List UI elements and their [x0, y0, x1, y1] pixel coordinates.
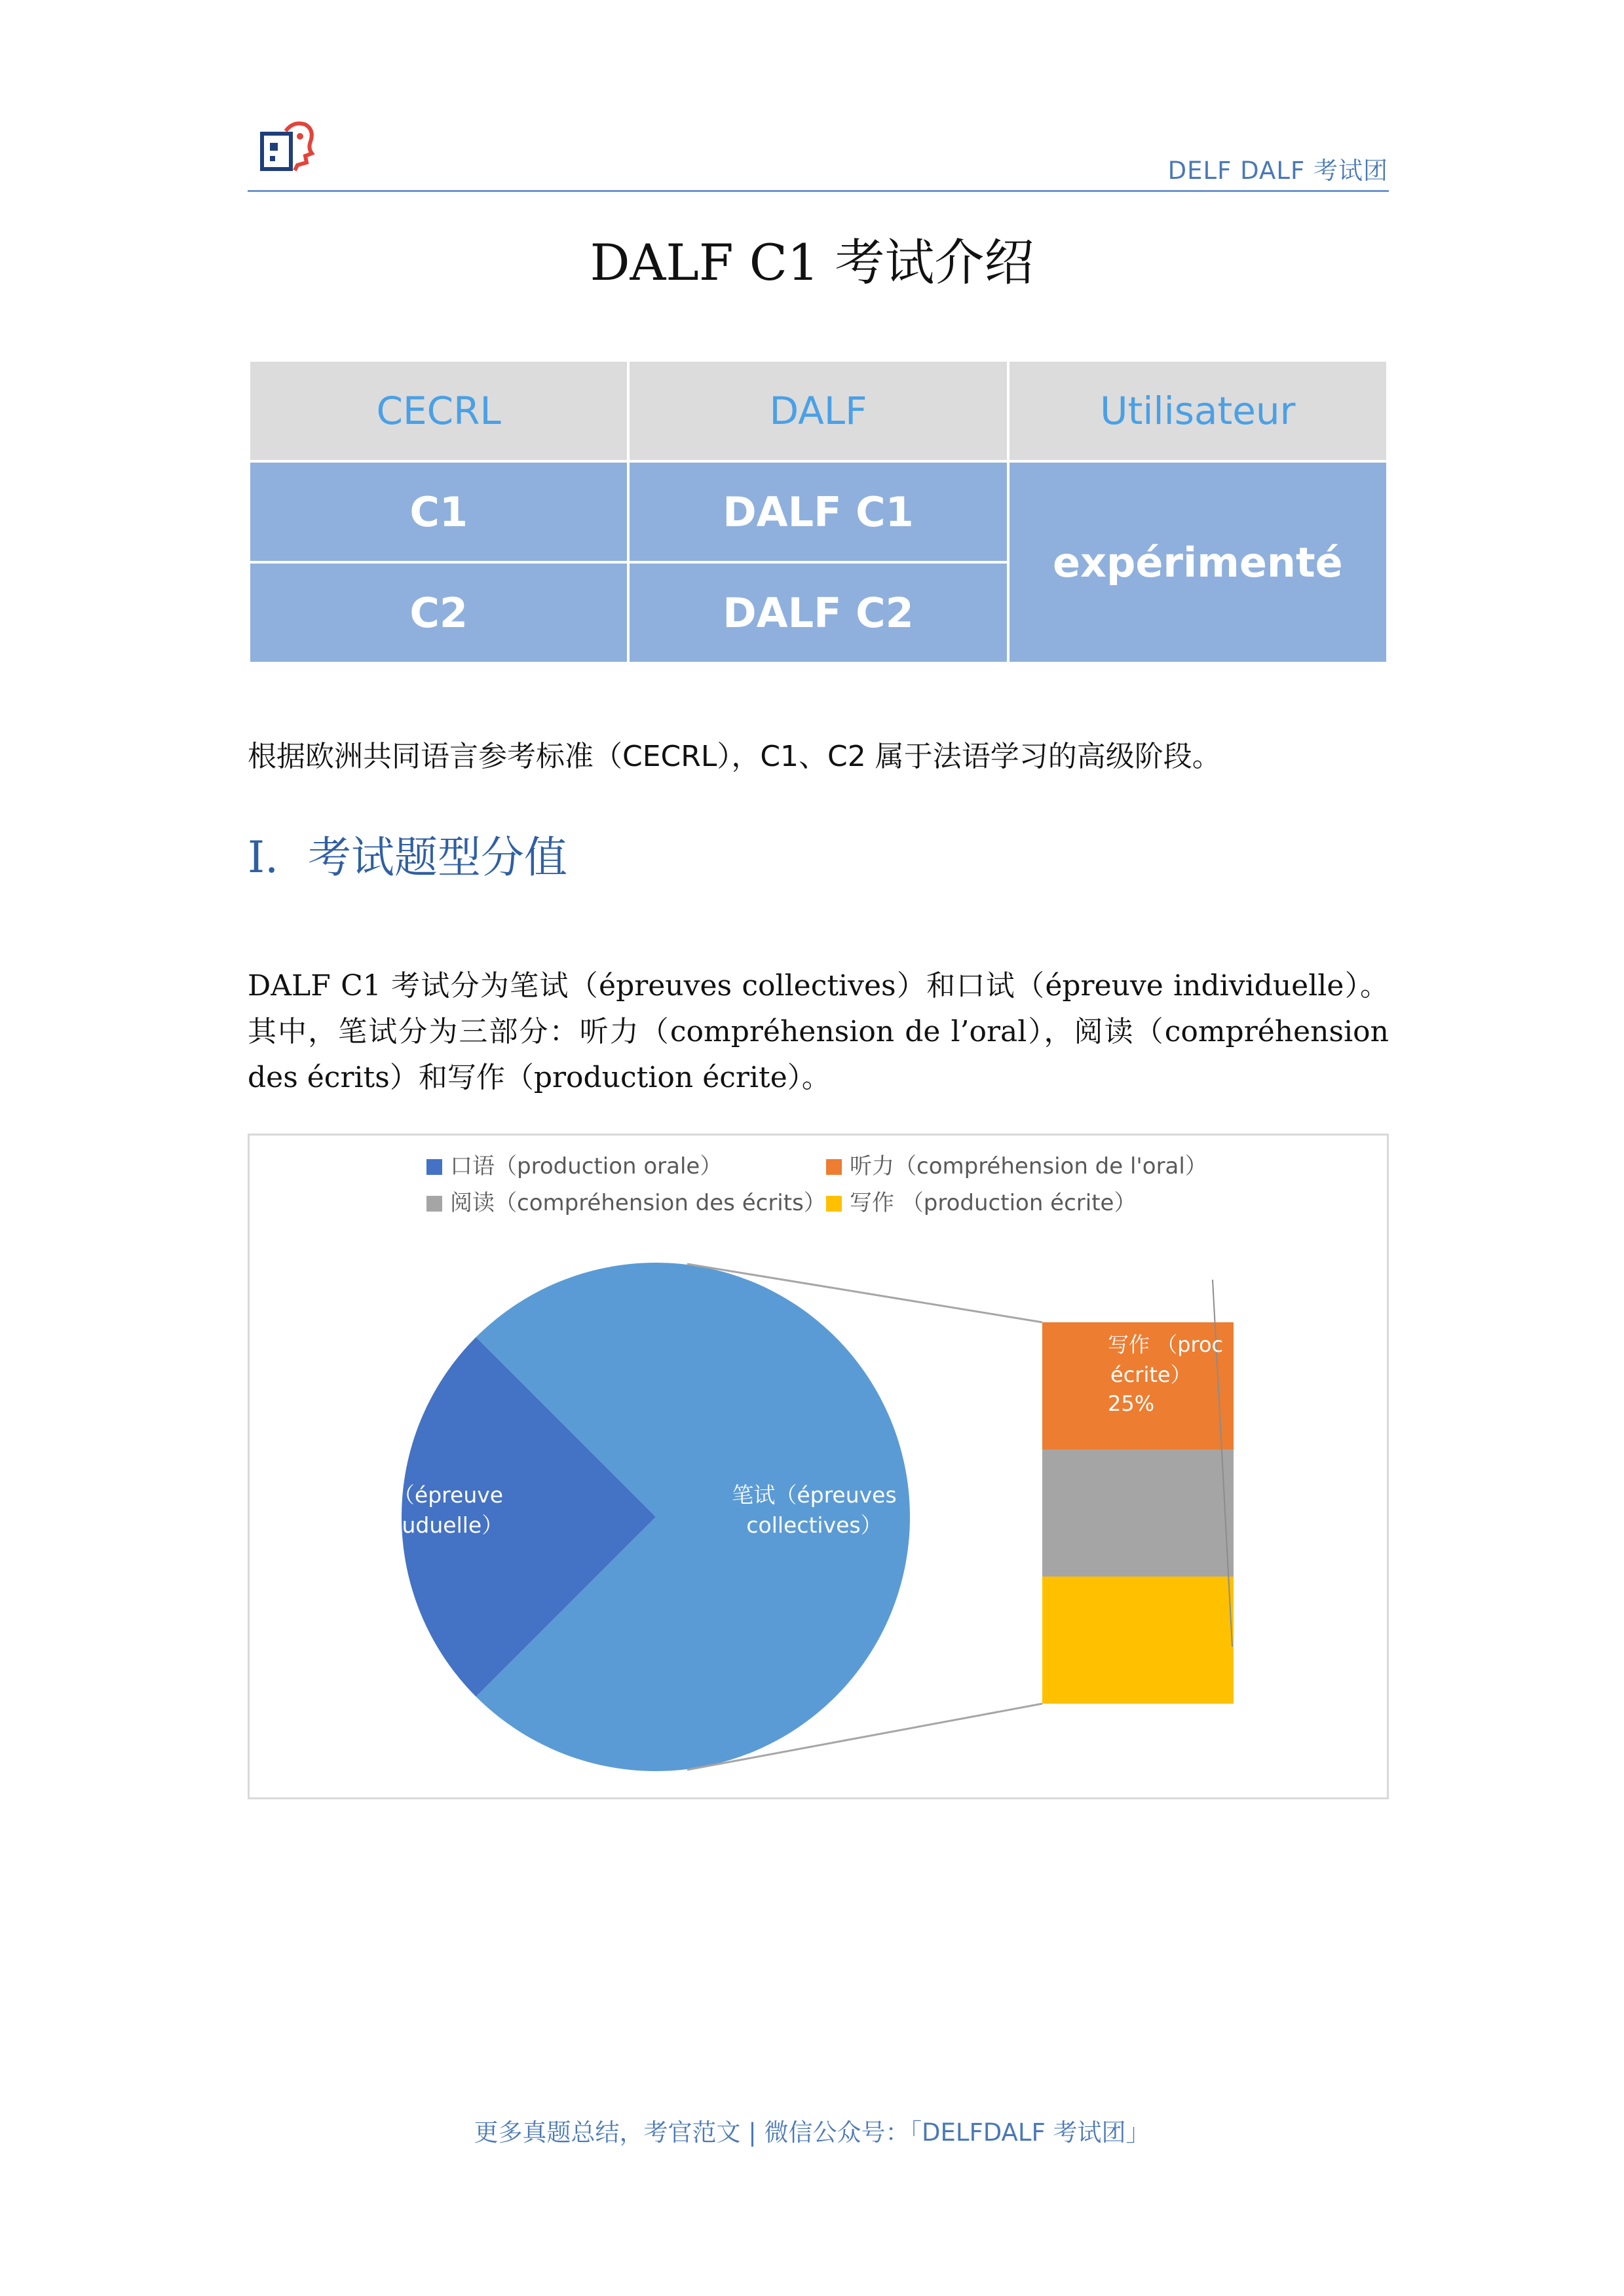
- bar-segment: [1042, 1449, 1234, 1577]
- table-cell-dalf: DALF C1: [628, 461, 1008, 562]
- table-header-cecrl: CECRL: [249, 360, 628, 461]
- section-heading: [248, 822, 567, 885]
- delf-dalf-logo-icon: [259, 119, 316, 172]
- pie-label-oral: 口试（épreuve: [349, 1482, 504, 1508]
- pie-label-oral: indivuduelle）: [349, 1512, 504, 1538]
- bar-data-label: écrite）: [1110, 1362, 1192, 1387]
- bar-data-label: 写作 （proc: [1108, 1332, 1224, 1357]
- legend-swatch: [426, 1196, 442, 1212]
- bar-data-label: 25%: [1108, 1391, 1155, 1416]
- legend-swatch: [426, 1159, 442, 1175]
- pie-label-written: collectives）: [746, 1512, 882, 1538]
- table-cell-utilisateur: expérimenté: [1008, 461, 1388, 663]
- lead-text: 根据欧洲共同语言参考标准（CECRL），C1、C2 属于法语学习的高级阶段。: [248, 740, 1221, 773]
- legend-swatch: [826, 1159, 842, 1175]
- footer-text: 更多真题总结，考官范文 | 微信公众号：「DELFDALF 考试团」: [474, 2118, 1150, 2147]
- section-number: I.: [248, 832, 279, 883]
- chart-canvas: [250, 1136, 1391, 1801]
- exam-structure-chart: [248, 1134, 1389, 1799]
- legend-label: 口语（production orale）: [450, 1153, 723, 1179]
- table-cell-cecrl: C1: [249, 461, 628, 562]
- table-cell-dalf: DALF C2: [628, 562, 1008, 663]
- legend-swatch: [826, 1196, 842, 1212]
- table-cell-cecrl: C2: [249, 562, 628, 663]
- header-rule: [248, 190, 1389, 192]
- bar-segment: [1042, 1577, 1234, 1704]
- legend-label: 阅读（compréhension des écrits）: [450, 1190, 826, 1216]
- intro-paragraph: DALF C1 考试分为笔试（épreuves collectives）和口试（épreuve individuelle）。其中，笔试分为三部分：听力（compréhension de l’oral），阅读（compréhension des écrits）和写作（production écrite）。: [248, 969, 1389, 1094]
- header-brand: DELF DALF 考试团: [1167, 157, 1388, 185]
- table-row: [249, 461, 1388, 562]
- levels-table: [248, 359, 1389, 664]
- table-header-row: [249, 360, 1388, 461]
- table-header-dalf: DALF: [628, 360, 1008, 461]
- table-header-utilisateur: Utilisateur: [1008, 360, 1388, 461]
- legend-label: 听力（compréhension de l'oral）: [850, 1153, 1207, 1179]
- pie-label-written: 笔试（épreuves: [732, 1482, 897, 1508]
- legend-label: 写作 （production écrite）: [850, 1190, 1137, 1216]
- section-title: 考试题型分值: [308, 832, 568, 883]
- document-title: DALF C1 考试介绍: [590, 233, 1034, 292]
